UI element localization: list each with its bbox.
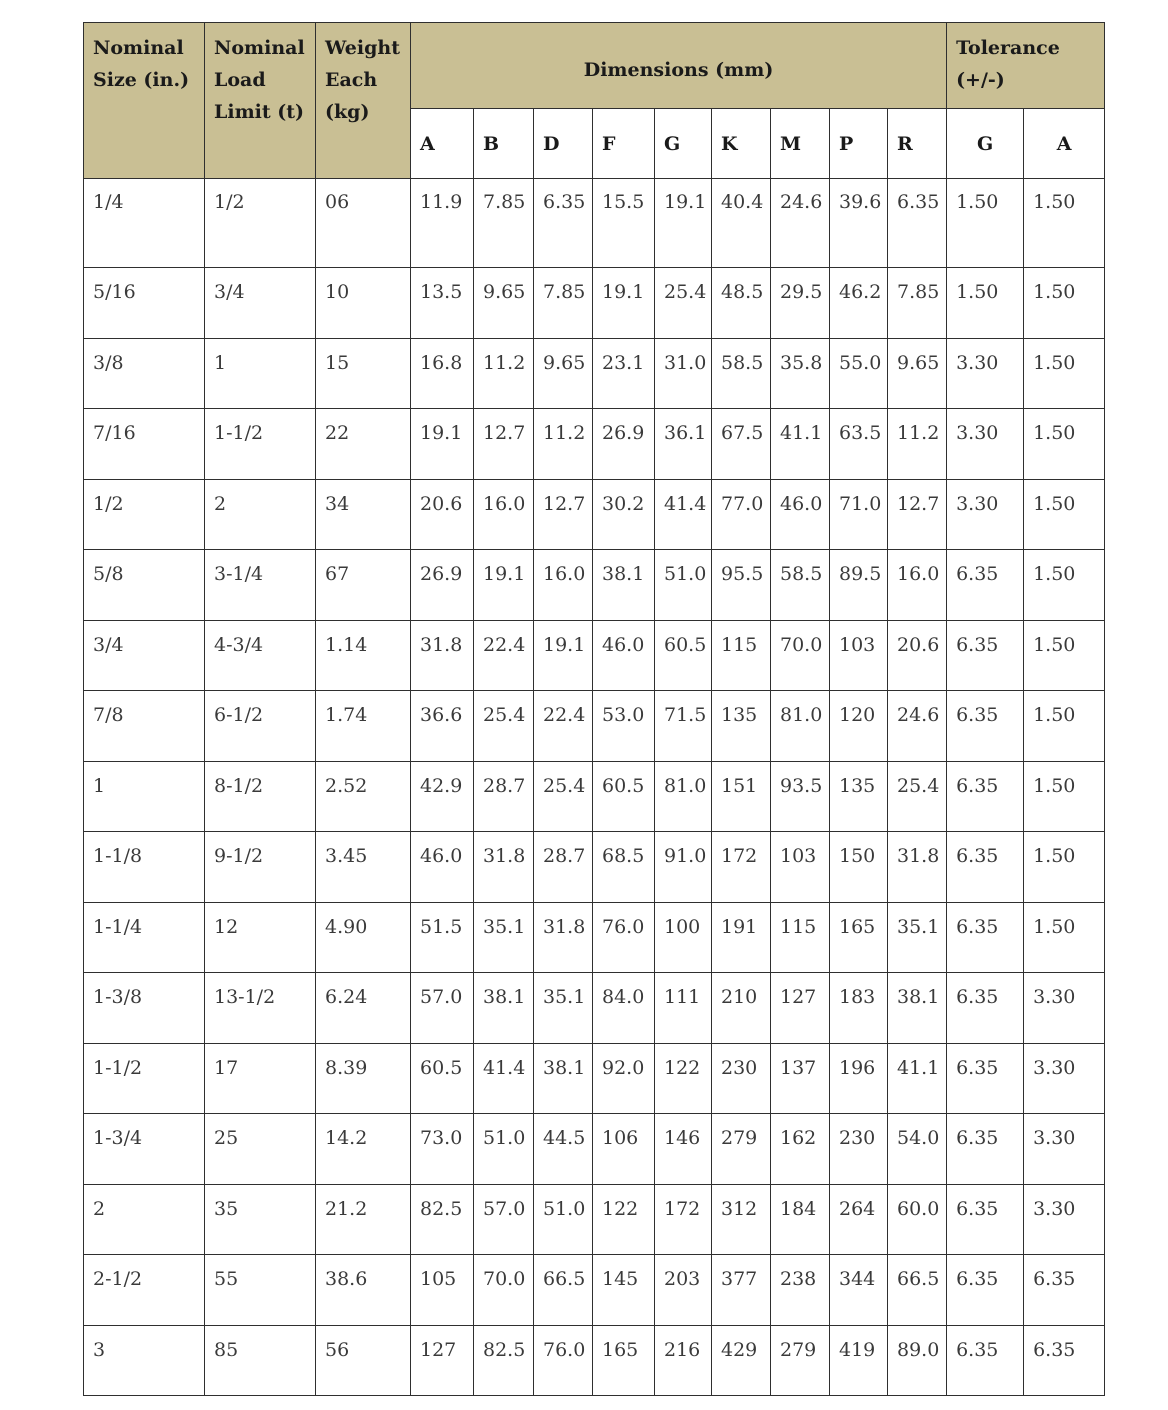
table-cell: 106 [593,1114,655,1185]
table-cell: 2 [205,479,316,550]
table-cell: 34 [316,479,411,550]
table-cell: 82.5 [411,1184,474,1255]
table-cell: 6.35 [947,761,1024,832]
table-cell: 31.8 [888,832,947,903]
table-cell: 26.9 [593,409,655,480]
table-cell: 60.5 [593,761,655,832]
table-cell: 105 [411,1255,474,1326]
table-row [84,409,1105,480]
table-cell: 3.30 [1024,1114,1105,1185]
table-cell: 53.0 [593,691,655,762]
table-cell: 22.4 [474,620,534,691]
table-cell: 135 [830,761,888,832]
table-cell: 1 [84,761,205,832]
table-cell: 419 [830,1325,888,1396]
table-cell: 1/2 [205,179,316,268]
table-cell: 230 [712,1043,771,1114]
table-cell: 31.0 [655,338,712,409]
table-cell: 264 [830,1184,888,1255]
header-load-limit-line2: Load [214,69,266,91]
table-cell: 35.8 [771,338,830,409]
table-cell: 3.30 [1024,973,1105,1044]
table-cell: 82.5 [474,1325,534,1396]
table-cell: 81.0 [655,761,712,832]
header-dim-col: D [534,109,593,179]
table-cell: 28.7 [534,832,593,903]
header-load-limit [205,23,316,179]
table-cell: 42.9 [411,761,474,832]
table-cell: 1/4 [84,179,205,268]
table-cell: 6.35 [888,179,947,268]
table-cell: 44.5 [534,1114,593,1185]
table-cell: 7.85 [474,179,534,268]
table-cell: 3-1/4 [205,550,316,621]
table-cell: 71.0 [830,479,888,550]
table-cell: 127 [771,973,830,1044]
table-cell: 279 [771,1325,830,1396]
table-cell: 36.6 [411,691,474,762]
table-cell: 19.1 [411,409,474,480]
table-cell: 51.0 [474,1114,534,1185]
shackle-specification-table [83,22,1105,1396]
table-cell: 6.35 [947,1114,1024,1185]
table-cell: 6.35 [947,620,1024,691]
table-cell: 165 [593,1325,655,1396]
table-cell: 196 [830,1043,888,1114]
header-nominal-size-line1: Nominal [93,37,184,59]
table-cell: 9.65 [888,338,947,409]
header-dim-col: G [655,109,712,179]
table-cell: 31.8 [474,832,534,903]
table-cell: 10 [316,268,411,339]
table-body [84,179,1105,1396]
table-cell: 3.30 [1024,1184,1105,1255]
table-cell: 127 [411,1325,474,1396]
table-cell: 28.7 [474,761,534,832]
table-cell: 3.30 [1024,1043,1105,1114]
header-weight-line2: Each [325,69,378,91]
table-cell: 6.35 [947,1255,1024,1326]
table-cell: 26.9 [411,550,474,621]
table-cell: 230 [830,1114,888,1185]
table-row [84,179,1105,268]
table-cell: 38.1 [888,973,947,1044]
table-cell: 30.2 [593,479,655,550]
table-cell: 35.1 [534,973,593,1044]
table-cell: 89.5 [830,550,888,621]
header-weight-line3: (kg) [325,101,370,123]
table-cell: 1-3/4 [84,1114,205,1185]
table-cell: 3.30 [947,409,1024,480]
table-cell: 19.1 [593,268,655,339]
table-cell: 1-3/8 [84,973,205,1044]
table-cell: 38.6 [316,1255,411,1326]
table-cell: 6.35 [947,691,1024,762]
table-cell: 344 [830,1255,888,1326]
table-cell: 20.6 [888,620,947,691]
table-cell: 7.85 [888,268,947,339]
table-cell: 6.35 [1024,1255,1105,1326]
table-cell: 46.0 [771,479,830,550]
table-cell: 40.4 [712,179,771,268]
table-cell: 66.5 [534,1255,593,1326]
table-cell: 89.0 [888,1325,947,1396]
table-cell: 35.1 [474,902,534,973]
table-cell: 55 [205,1255,316,1326]
table-cell: 9.65 [534,338,593,409]
table-cell: 25.4 [474,691,534,762]
table-cell: 172 [712,832,771,903]
table-cell: 216 [655,1325,712,1396]
table-cell: 48.5 [712,268,771,339]
table-cell: 38.1 [534,1043,593,1114]
table-cell: 279 [712,1114,771,1185]
header-tolerance-line2: (+/-) [956,69,1005,91]
table-cell: 46.0 [411,832,474,903]
table-cell: 51.0 [534,1184,593,1255]
table-cell: 12.7 [474,409,534,480]
table-cell: 7/8 [84,691,205,762]
table-cell: 92.0 [593,1043,655,1114]
table-cell: 1-1/4 [84,902,205,973]
header-dim-col: P [830,109,888,179]
table-cell: 5/16 [84,268,205,339]
table-cell: 122 [593,1184,655,1255]
header-dim-col: A [411,109,474,179]
table-cell: 70.0 [771,620,830,691]
table-cell: 13-1/2 [205,973,316,1044]
table-row [84,761,1105,832]
table-cell: 6.35 [947,973,1024,1044]
table-cell: 429 [712,1325,771,1396]
table-cell: 6.35 [534,179,593,268]
table-cell: 1-1/2 [84,1043,205,1114]
table-cell: 7.85 [534,268,593,339]
table-cell: 58.5 [712,338,771,409]
table-cell: 41.1 [888,1043,947,1114]
table-cell: 1.50 [1024,620,1105,691]
table-cell: 66.5 [888,1255,947,1326]
table-cell: 36.1 [655,409,712,480]
table-cell: 16.0 [888,550,947,621]
table-cell: 55.0 [830,338,888,409]
table-cell: 24.6 [888,691,947,762]
table-cell: 2.52 [316,761,411,832]
table-cell: 85 [205,1325,316,1396]
table-cell: 57.0 [411,973,474,1044]
table-cell: 377 [712,1255,771,1326]
table-cell: 3.30 [947,338,1024,409]
table-cell: 6.35 [947,902,1024,973]
table-cell: 35.1 [888,902,947,973]
header-nominal-size-line2: Size (in.) [93,69,190,91]
table-cell: 39.6 [830,179,888,268]
table-cell: 20.6 [411,479,474,550]
table-cell: 71.5 [655,691,712,762]
table-cell: 12.7 [534,479,593,550]
table-cell: 24.6 [771,179,830,268]
table-cell: 38.1 [474,973,534,1044]
table-cell: 16.8 [411,338,474,409]
table-cell: 11.9 [411,179,474,268]
table-cell: 1.50 [1024,902,1105,973]
table-cell: 6.35 [947,550,1024,621]
table-cell: 11.2 [474,338,534,409]
table-cell: 58.5 [771,550,830,621]
table-cell: 3.30 [947,479,1024,550]
table-cell: 100 [655,902,712,973]
table-cell: 31.8 [534,902,593,973]
table-cell: 3/4 [205,268,316,339]
table-row [84,479,1105,550]
table-cell: 151 [712,761,771,832]
table-cell: 2-1/2 [84,1255,205,1326]
table-cell: 2 [84,1184,205,1255]
header-weight-line1: Weight [325,37,400,59]
table-cell: 06 [316,179,411,268]
table-cell: 8.39 [316,1043,411,1114]
table-cell: 3 [84,1325,205,1396]
table-cell: 15.5 [593,179,655,268]
table-cell: 46.0 [593,620,655,691]
table-cell: 7/16 [84,409,205,480]
table-cell: 25.4 [655,268,712,339]
table-cell: 67.5 [712,409,771,480]
table-cell: 1.50 [947,179,1024,268]
table-cell: 54.0 [888,1114,947,1185]
table-cell: 9.65 [474,268,534,339]
table-cell: 22 [316,409,411,480]
table-cell: 14.2 [316,1114,411,1185]
table-cell: 51.0 [655,550,712,621]
table-cell: 38.1 [593,550,655,621]
table-cell: 73.0 [411,1114,474,1185]
header-dim-col: M [771,109,830,179]
header-dim-col: K [712,109,771,179]
table-cell: 6-1/2 [205,691,316,762]
table-cell: 63.5 [830,409,888,480]
table-cell: 9-1/2 [205,832,316,903]
header-load-limit-line1: Nominal [214,37,305,59]
table-cell: 84.0 [593,973,655,1044]
table-cell: 16.0 [474,479,534,550]
table-cell: 4-3/4 [205,620,316,691]
table-cell: 135 [712,691,771,762]
table-cell: 29.5 [771,268,830,339]
table-cell: 31.8 [411,620,474,691]
table-cell: 184 [771,1184,830,1255]
table-cell: 103 [771,832,830,903]
table-cell: 1/2 [84,479,205,550]
header-tolerance [947,23,1105,109]
table-cell: 6.35 [947,832,1024,903]
header-dim-col: F [593,109,655,179]
table-cell: 312 [712,1184,771,1255]
table-cell: 11.2 [888,409,947,480]
table-cell: 12 [205,902,316,973]
table-cell: 1-1/8 [84,832,205,903]
header-dim-col: R [888,109,947,179]
table-cell: 22.4 [534,691,593,762]
table-cell: 70.0 [474,1255,534,1326]
table-cell: 95.5 [712,550,771,621]
table-cell: 6.35 [947,1184,1024,1255]
table-row [84,268,1105,339]
table-cell: 35 [205,1184,316,1255]
table-cell: 145 [593,1255,655,1326]
table-cell: 111 [655,973,712,1044]
table-cell: 23.1 [593,338,655,409]
table-cell: 19.1 [534,620,593,691]
table-cell: 19.1 [474,550,534,621]
table-cell: 238 [771,1255,830,1326]
table-cell: 77.0 [712,479,771,550]
table-cell: 1.50 [1024,691,1105,762]
table-cell: 120 [830,691,888,762]
table-cell: 203 [655,1255,712,1326]
table-cell: 1.50 [1024,479,1105,550]
table-cell: 8-1/2 [205,761,316,832]
table-row [84,1043,1105,1114]
table-cell: 115 [771,902,830,973]
table-cell: 46.2 [830,268,888,339]
header-dimensions: Dimensions (mm) [411,23,947,109]
table-cell: 11.2 [534,409,593,480]
table-cell: 6.24 [316,973,411,1044]
table-cell: 162 [771,1114,830,1185]
table-cell: 68.5 [593,832,655,903]
table-cell: 165 [830,902,888,973]
table-cell: 6.35 [1024,1325,1105,1396]
table-cell: 210 [712,973,771,1044]
table-row [84,973,1105,1044]
table-cell: 1.50 [1024,832,1105,903]
header-weight [316,23,411,179]
table-cell: 76.0 [593,902,655,973]
table-cell: 57.0 [474,1184,534,1255]
table-cell: 1-1/2 [205,409,316,480]
table-cell: 137 [771,1043,830,1114]
table-row [84,338,1105,409]
table-cell: 19.1 [655,179,712,268]
table-cell: 25.4 [888,761,947,832]
table-cell: 122 [655,1043,712,1114]
table-cell: 15 [316,338,411,409]
table-cell: 41.1 [771,409,830,480]
table-cell: 1.50 [947,268,1024,339]
table-cell: 16.0 [534,550,593,621]
table-cell: 1.50 [1024,409,1105,480]
table-cell: 1.74 [316,691,411,762]
table-cell: 91.0 [655,832,712,903]
table-cell: 25.4 [534,761,593,832]
table-cell: 5/8 [84,550,205,621]
header-dim-col: B [474,109,534,179]
table-cell: 183 [830,973,888,1044]
table-cell: 1.50 [1024,550,1105,621]
table-cell: 172 [655,1184,712,1255]
table-cell: 67 [316,550,411,621]
header-tolerance-line1: Tolerance [956,37,1060,59]
table-cell: 1 [205,338,316,409]
header-load-limit-line3: Limit (t) [214,101,305,123]
table-cell: 21.2 [316,1184,411,1255]
table-row [84,550,1105,621]
header-nominal-size [84,23,205,179]
table-cell: 60.0 [888,1184,947,1255]
header-tolerance-col: G [947,109,1024,179]
table-cell: 56 [316,1325,411,1396]
table-row [84,1114,1105,1185]
table-cell: 60.5 [411,1043,474,1114]
table-cell: 3/4 [84,620,205,691]
table-cell: 93.5 [771,761,830,832]
table-cell: 17 [205,1043,316,1114]
table-cell: 1.14 [316,620,411,691]
header-tolerance-col: A [1024,109,1105,179]
table-cell: 25 [205,1114,316,1185]
table-cell: 1.50 [1024,338,1105,409]
table-cell: 3.45 [316,832,411,903]
table-cell: 1.50 [1024,268,1105,339]
table-cell: 6.35 [947,1325,1024,1396]
table-cell: 1.50 [1024,179,1105,268]
table-row [84,902,1105,973]
table-cell: 3/8 [84,338,205,409]
table-row [84,691,1105,762]
table-cell: 41.4 [655,479,712,550]
table-cell: 1.50 [1024,761,1105,832]
table-row [84,1325,1105,1396]
table-row [84,1184,1105,1255]
table-cell: 41.4 [474,1043,534,1114]
table-row [84,1255,1105,1326]
table-cell: 60.5 [655,620,712,691]
table-cell: 12.7 [888,479,947,550]
table-cell: 6.35 [947,1043,1024,1114]
table-cell: 191 [712,902,771,973]
table-cell: 103 [830,620,888,691]
table-cell: 146 [655,1114,712,1185]
table-cell: 81.0 [771,691,830,762]
table-cell: 150 [830,832,888,903]
table-row [84,620,1105,691]
table-cell: 4.90 [316,902,411,973]
table-cell: 76.0 [534,1325,593,1396]
table-cell: 51.5 [411,902,474,973]
table-cell: 115 [712,620,771,691]
table-row [84,832,1105,903]
table-cell: 13.5 [411,268,474,339]
